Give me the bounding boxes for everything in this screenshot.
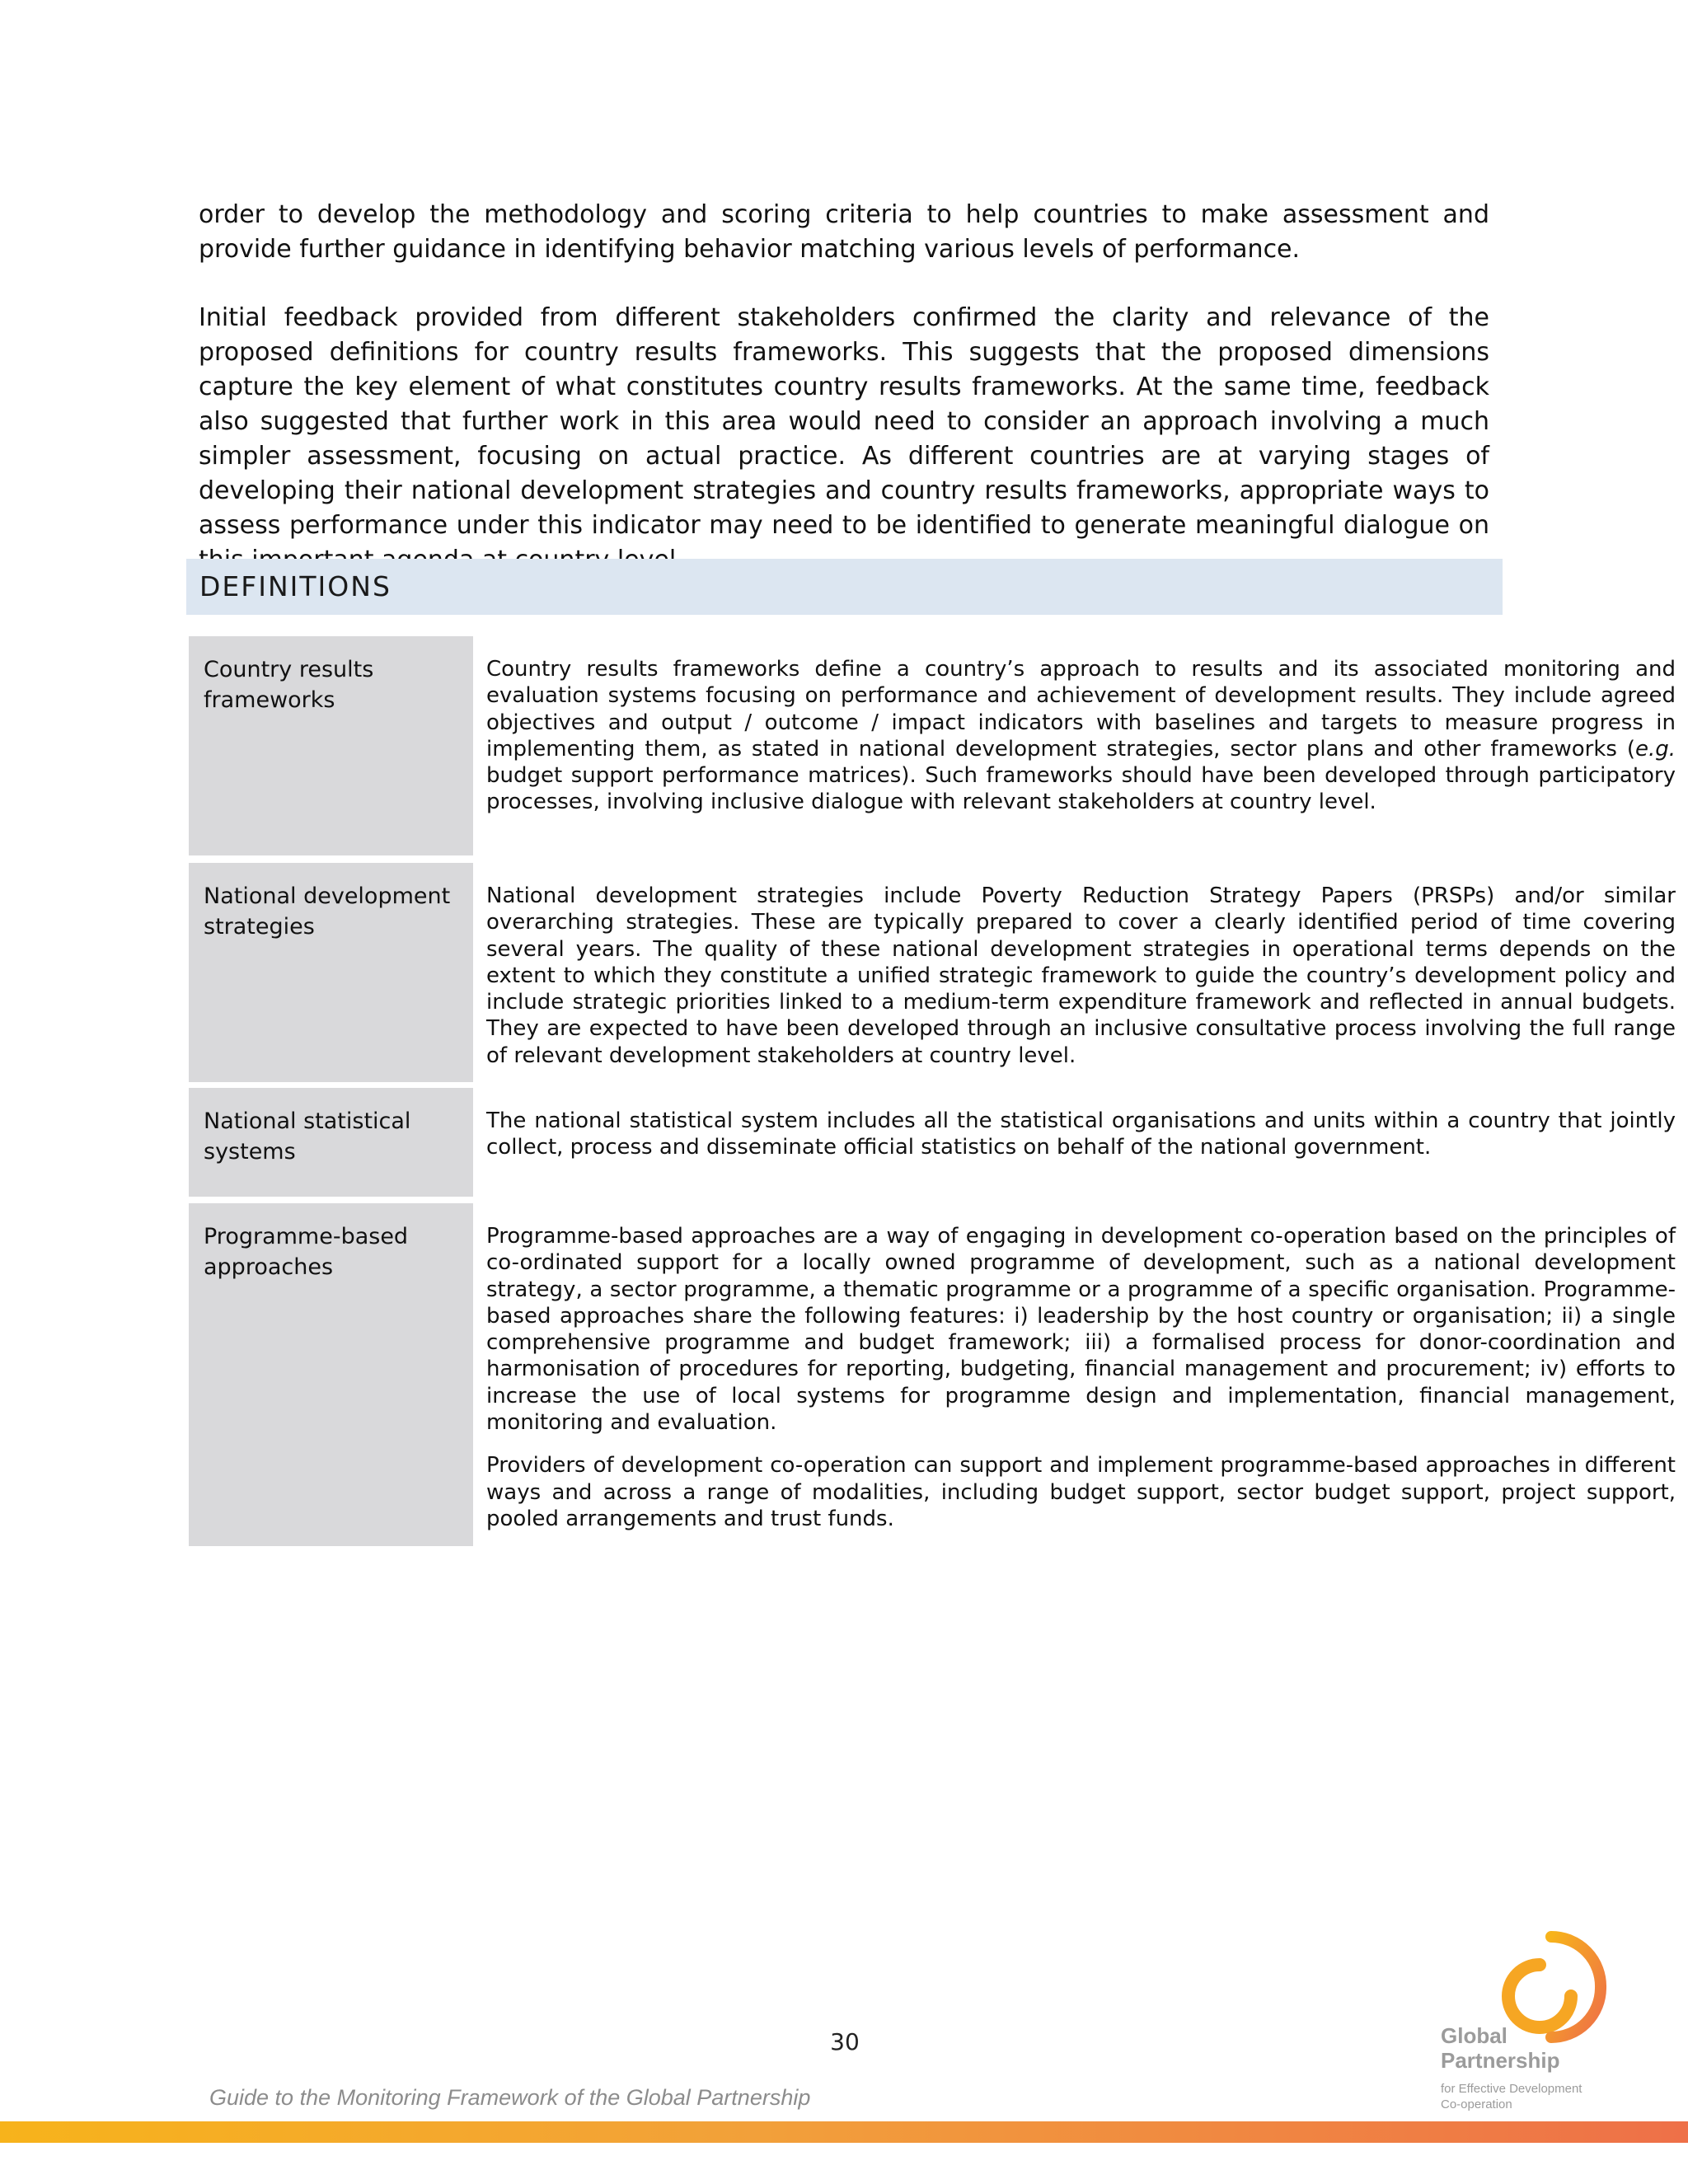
definition-row-national-development-strategies [189, 863, 1676, 1082]
definitions-heading: DEFINITIONS [199, 570, 392, 602]
definition-body: National development strategies include Poverty Reduction Strategy Papers (PRSPs) and/or similar overarching strategies. These are typically prepared to cover a clearly identified period of time covering several years. The quality of these national development strategies in operational terms depends on the extent to which they constitute a unified strategic framework to guide the country’s development policy and include strategic priorities linked to a medium-term expenditure framework and reflected in annual budgets. They are expected to have been developed through an inclusive consultative process involving the full range of relevant development stakeholders at country level. [486, 883, 1676, 1068]
definition-row-national-statistical-systems [189, 1088, 1676, 1197]
page-number: 30 [830, 2028, 860, 2055]
intro-paragraph-1: order to develop the methodology and scoring criteria to help countries to make assessment and provide further guidance in identifying behavior matching various levels of performance. [199, 200, 1489, 264]
definition-body: Country results frameworks define a country’s approach to results and its associated monitoring and evaluation systems focusing on performance and achievement of development results. They include agreed objectives and output / outcome / impact indicators with baselines and targets to measure progress in implementing them, as stated in national development strategies, sector plans and other frameworks (e.g. budget support performance matrices). Such frameworks should have been developed through participatory processes, involving inclusive dialogue with relevant stakeholders at country level. [486, 657, 1676, 815]
definition-term: National statistical systems [189, 1088, 473, 1197]
definition-row-country-results-frameworks [189, 636, 1676, 855]
definition-term: National development strategies [189, 863, 473, 1082]
emphasis-eg: e.g. [1634, 736, 1676, 762]
footer-gradient-bar [0, 2121, 1688, 2143]
definitions-banner [186, 559, 1503, 615]
intro-paragraph-2: Initial feedback provided from different stakeholders confirmed the clarity and relevance of the proposed definitions for country results frameworks. This suggests that the proposed dimensions capture the key element of what constitutes country results frameworks. At the same time, feedback also suggested that further work in this area would need to consider an approach involving a much simpler assessment, focusing on actual practice. As different countries are at varying stages of developing their national development strategies and country results frameworks, appropriate ways to assess performance under this indicator may need to be identified to generate meaningful dialogue on [199, 303, 1489, 540]
logo-wordmark: Global Partnership for Effective Development Co-operation [1441, 2023, 1582, 2111]
footer-document-title: Guide to the Monitoring Framework of the Global Partnership [209, 2085, 811, 2110]
definition-body: Programme-based approaches are a way of engaging in development co-operation based on the principles of co-ordinated support for a locally owned programme of development, such as a national development strategy, a sector programme, a thematic programme or a programme of a specific organisation. Programme-based approaches share the following features: i) leadership by the host country or organisation; ii) a single comprehensive programme and budget framework; iii) a formalised process for donor-coordination and harmonisation of procedures for reporting, budgeting, financial management and procurement; iv) efforts to increase the use of local systems for programme design and implementation, financial management, monitoring and evaluation. Providers of development co-operation can support and implement programme-based approaches in different ways and across a range of modalities, including budget support, sector budget support, project support, pooled arrangements and trust funds. [486, 1224, 1676, 1531]
definition-row-programme-based-approaches [189, 1203, 1676, 1546]
definition-term: Country results frameworks [189, 636, 473, 855]
definition-body: The national statistical system includes all the statistical organisations and units within a country that jointly collect, process and disseminate official statistics on behalf of the national government. [486, 1108, 1676, 1160]
definition-body-paragraph-2: Providers of development co-operation can support and implement programme-based approaches in different ways and across a range of modalities, including budget support, sector budget support, project support, pooled arrangements and trust funds. [486, 1453, 1676, 1531]
definition-term: Programme-based approaches [189, 1203, 473, 1546]
